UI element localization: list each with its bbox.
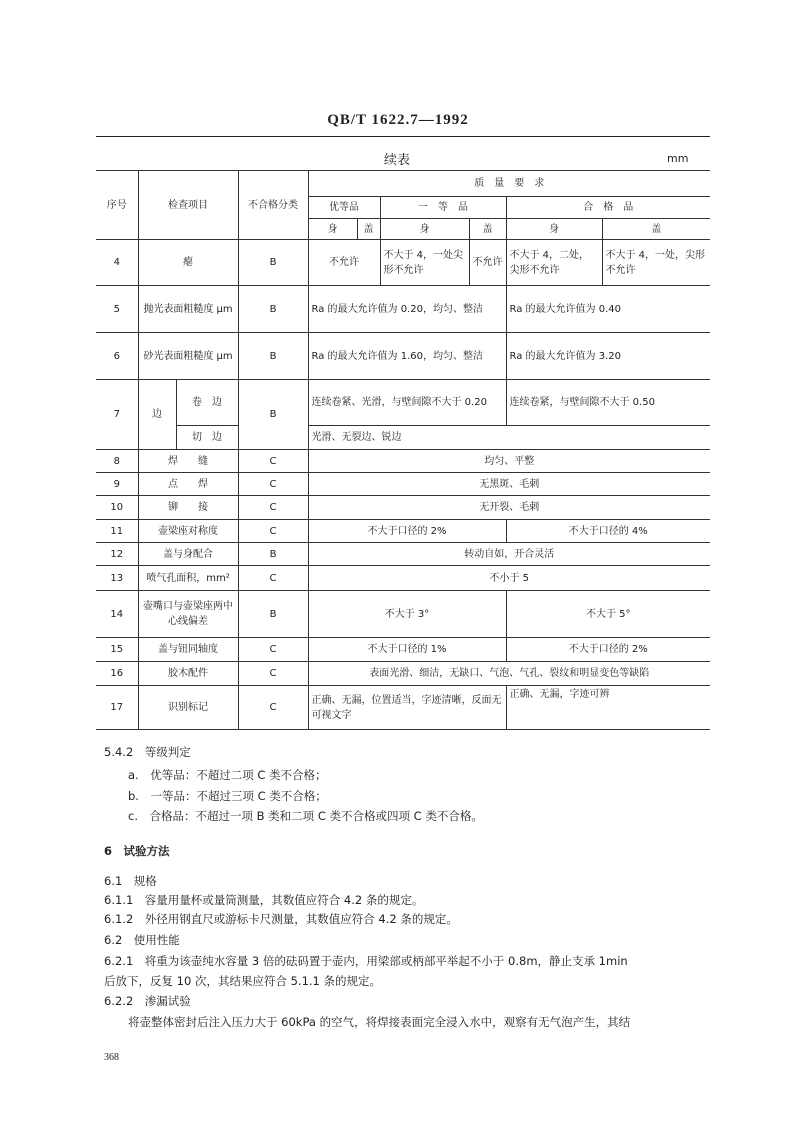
header-q-body: 身: [506, 219, 602, 240]
clause-6-1-1: 6.1.1 容量用量杯或量筒测量，其数值应符合 4.2 条的规定。: [104, 893, 424, 907]
table-row: [96, 591, 710, 638]
cell-class: C: [238, 662, 308, 686]
cell-item: 壶梁座对称度: [138, 520, 238, 543]
header-no: 序号: [96, 171, 138, 240]
cell-item: 盖与身配合: [138, 543, 238, 566]
cell-no: 10: [96, 496, 138, 520]
cell-no: 9: [96, 473, 138, 496]
cell-item: 胶木配件: [138, 662, 238, 686]
cell-class: C: [238, 566, 308, 591]
clause-item-b: b. 一等品：不超过三项 C 类不合格；: [128, 789, 327, 803]
table-row: [96, 638, 710, 662]
cell-all: 表面光滑、细洁，无缺口、气泡、气孔、裂纹和明显变色等缺陷: [308, 662, 710, 686]
cell-item: 盖与钮同轴度: [138, 638, 238, 662]
header-grade-first: 一 等 品: [380, 197, 506, 219]
cell-all: 不小于 5: [308, 566, 710, 591]
cell-qualified: 不大于口径的 4%: [506, 520, 710, 543]
cell-qualified: 正确、无漏，字迹可辨: [506, 686, 710, 730]
cell-class: B: [238, 543, 308, 566]
cell-all: 无黑斑、毛刺: [308, 473, 710, 496]
cell-q-body: 不大于 4，二处，尖形不允许: [506, 240, 602, 286]
cell-subitem-roll: 卷 边: [176, 380, 238, 426]
clause-6-2-1-cont: 后放下，反复 10 次，其结果应符合 5.1.1 条的规定。: [104, 974, 382, 988]
cell-class: B: [238, 286, 308, 333]
cell-class: C: [238, 473, 308, 496]
table-row: [96, 662, 710, 686]
table-row: [96, 426, 710, 450]
cell-no: 15: [96, 638, 138, 662]
cell-no: 5: [96, 286, 138, 333]
cell-no: 14: [96, 591, 138, 638]
table-caption: 续表: [384, 153, 411, 168]
cell-class: B: [238, 380, 308, 450]
table-row: [96, 543, 710, 566]
clause-5-4-2: 5.4.2 等级判定: [104, 745, 191, 759]
cell-item: 点 焊: [138, 473, 238, 496]
header-grade-excellent: 优等品: [308, 197, 380, 219]
table-row: [96, 473, 710, 496]
cell-all: 转动自如，开合灵活: [308, 543, 710, 566]
cell-exc-first: 正确、无漏，位置适当，字迹清晰，反面无可视文字: [308, 686, 506, 730]
table-row: [96, 496, 710, 520]
cell-exc-first: 不大于 3°: [308, 591, 506, 638]
clause-6-2-2: 6.2.2 渗漏试验: [104, 994, 191, 1008]
cell-class: B: [238, 240, 308, 286]
cell-no: 11: [96, 520, 138, 543]
cell-q-lid: 不大于 4，一处，尖形不允许: [602, 240, 710, 286]
cell-exc-first: 不大于口径的 1%: [308, 638, 506, 662]
header-first-body: 身: [380, 219, 469, 240]
cell-qualified: Ra 的最大允许值为 3.20: [506, 333, 710, 380]
cell-class: B: [238, 333, 308, 380]
header-exc-lid: 盖: [357, 219, 380, 240]
cell-no: 12: [96, 543, 138, 566]
clause-6-2-1: 6.2.1 将重为该壶纯水容量 3 倍的砝码置于壶内，用梁部或柄部平举起不小于 0.8m，静止支承 1min: [104, 954, 628, 968]
cell-no: 6: [96, 333, 138, 380]
cell-class: C: [238, 496, 308, 520]
cell-subitem-cut: 切 边: [176, 426, 238, 450]
cell-item: 喷气孔面积，mm²: [138, 566, 238, 591]
table-row: [96, 286, 710, 333]
cell-no: 4: [96, 240, 138, 286]
cell-item: 边: [138, 380, 176, 450]
cell-roll-qualified: 连续卷紧，与壁间隙不大于 0.50: [506, 380, 710, 426]
clause-6-1-2: 6.1.2 外径用钢直尺或游标卡尺测量，其数值应符合 4.2 条的规定。: [104, 912, 458, 926]
cell-no: 16: [96, 662, 138, 686]
table-row: [96, 566, 710, 591]
cell-first-body: 不大于 4，一处尖形不允许: [380, 240, 469, 286]
cell-exc: 不允许: [308, 240, 380, 286]
cell-roll-exc-first: 连续卷紧、光滑，与壁间隙不大于 0.20: [308, 380, 506, 426]
clause-6-1: 6.1 规格: [104, 874, 157, 888]
table-row: [96, 333, 710, 380]
cell-cut-all: 光滑、无裂边、锐边: [308, 426, 710, 450]
cell-all: 无开裂、毛刺: [308, 496, 710, 520]
table-row: [96, 520, 710, 543]
page-number: 368: [104, 1052, 119, 1063]
header-class: 不合格分类: [238, 171, 308, 240]
table-row: [96, 380, 710, 426]
cell-class: C: [238, 520, 308, 543]
cell-qualified: Ra 的最大允许值为 0.40: [506, 286, 710, 333]
header-item: 检查项目: [138, 171, 238, 240]
cell-item: 铆 接: [138, 496, 238, 520]
section-6-title: 6 试验方法: [104, 844, 170, 858]
cell-class: C: [238, 450, 308, 473]
cell-class: B: [238, 591, 308, 638]
clause-item-c: c. 合格品：不超过一项 B 类和二项 C 类不合格或四项 C 类不合格。: [128, 809, 483, 823]
cell-class: C: [238, 638, 308, 662]
cell-qualified: 不大于 5°: [506, 591, 710, 638]
cell-item: 瘪: [138, 240, 238, 286]
cell-no: 13: [96, 566, 138, 591]
cell-item: 壶嘴口与壶梁座两中心线偏差: [138, 591, 238, 638]
standard-code: QB/T 1622.7—1992: [327, 112, 469, 128]
header-exc-body: 身: [308, 219, 357, 240]
header-rule: [96, 136, 710, 137]
cell-exc-first: 不大于口径的 2%: [308, 520, 506, 543]
header-grade-qualified: 合 格 品: [506, 197, 710, 219]
table-unit: mm: [667, 152, 689, 165]
cell-no: 17: [96, 686, 138, 730]
cell-no: 8: [96, 450, 138, 473]
header-quality: 质 量 要 求: [308, 171, 710, 197]
cell-first-lid: 不允许: [469, 240, 506, 286]
cell-no: 7: [96, 380, 138, 450]
table-row: [96, 240, 710, 286]
table-row: [96, 686, 710, 730]
cell-item: 识别标记: [138, 686, 238, 730]
cell-item: 抛光表面粗糙度 μm: [138, 286, 238, 333]
cell-all: 均匀、平整: [308, 450, 710, 473]
clause-6-2-2-text: 将壶整体密封后注入压力大于 60kPa 的空气，将焊接表面完全浸入水中，观察有无气泡产生，其结: [128, 1015, 631, 1029]
header-q-lid: 盖: [602, 219, 710, 240]
cell-item: 焊 缝: [138, 450, 238, 473]
inspection-table: [96, 170, 710, 730]
clause-6-2: 6.2 使用性能: [104, 933, 180, 947]
clause-item-a: a. 优等品：不超过二项 C 类不合格；: [128, 768, 327, 782]
cell-exc-first: Ra 的最大允许值为 0.20，均匀、整洁: [308, 286, 506, 333]
cell-exc-first: Ra 的最大允许值为 1.60，均匀、整洁: [308, 333, 506, 380]
table-row: [96, 450, 710, 473]
cell-class: C: [238, 686, 308, 730]
cell-item: 砂光表面粗糙度 μm: [138, 333, 238, 380]
cell-qualified: 不大于口径的 2%: [506, 638, 710, 662]
header-first-lid: 盖: [469, 219, 506, 240]
